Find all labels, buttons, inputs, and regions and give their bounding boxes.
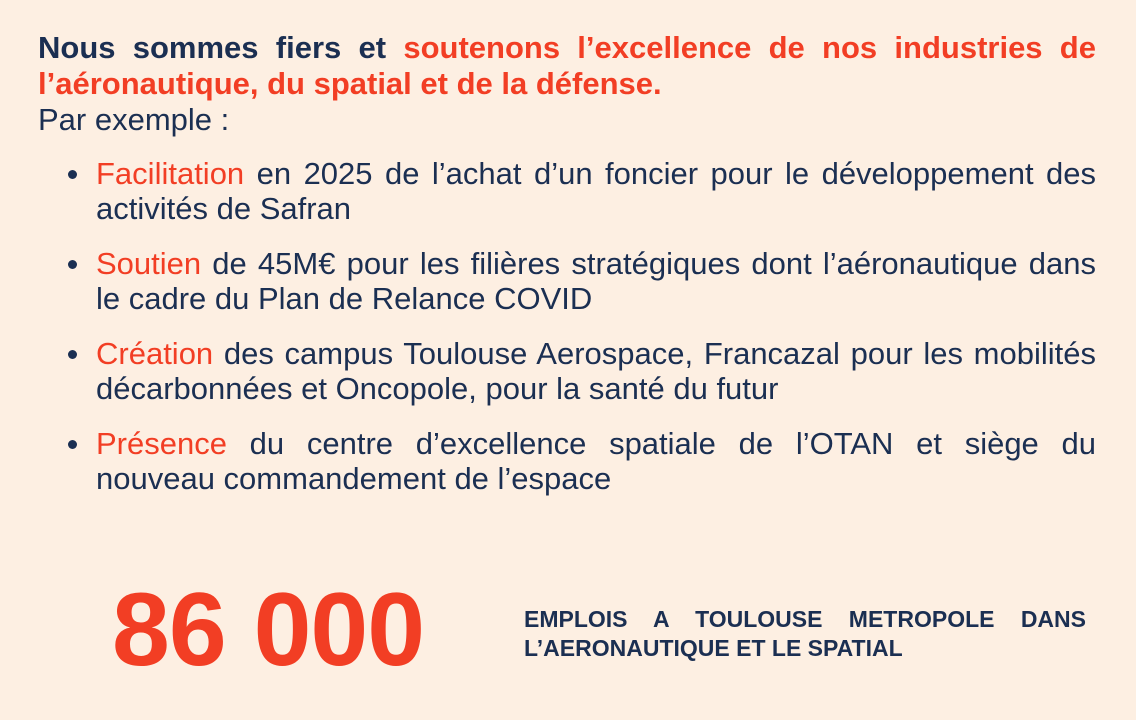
bullet-dot-icon: [68, 260, 77, 269]
list-item: [38, 156, 1096, 226]
item-highlight: Soutien: [96, 246, 202, 281]
intro-bold-accent: soutenons l’excellence de nos industries de l’aéronautique, du spatial et de la défense.: [38, 30, 1096, 101]
bullet-dot-icon: [68, 170, 77, 179]
bullet-dot-icon: [68, 440, 77, 449]
item-text: du centre d’excellence spatiale de l’OTAN et siège du nouveau commandement de l’espace: [96, 426, 1096, 496]
item-text: des campus Toulouse Aerospace, Francazal pour les mobilités décarbonnées et Oncopole, pour la santé du futur: [96, 336, 1096, 406]
intro-heading: [38, 30, 1096, 102]
intro-bold-dark: Nous sommes fiers et: [38, 30, 404, 65]
bullet-dot-icon: [68, 350, 77, 359]
item-highlight: Facilitation: [96, 156, 245, 191]
stat-number: 86 000: [112, 572, 425, 688]
item-highlight: Présence: [96, 426, 227, 461]
stat-block: [112, 572, 1092, 688]
list-item: [38, 426, 1096, 496]
examples-list: [38, 156, 1096, 496]
item-text: en 2025 de l’achat d’un foncier pour le développement des activités de Safran: [96, 156, 1096, 226]
intro-lead: Par exemple :: [38, 102, 230, 137]
list-item: [38, 336, 1096, 406]
item-highlight: Création: [96, 336, 214, 371]
item-text: de 45M€ pour les filières stratégiques dont l’aéronautique dans le cadre du Plan de Relance COVID: [96, 246, 1096, 316]
main-content: [38, 30, 1096, 516]
stat-label: EMPLOIS A TOULOUSE METROPOLE DANS L’AERONAUTIQUE ET LE SPATIAL: [524, 606, 1086, 661]
list-item: [38, 246, 1096, 316]
